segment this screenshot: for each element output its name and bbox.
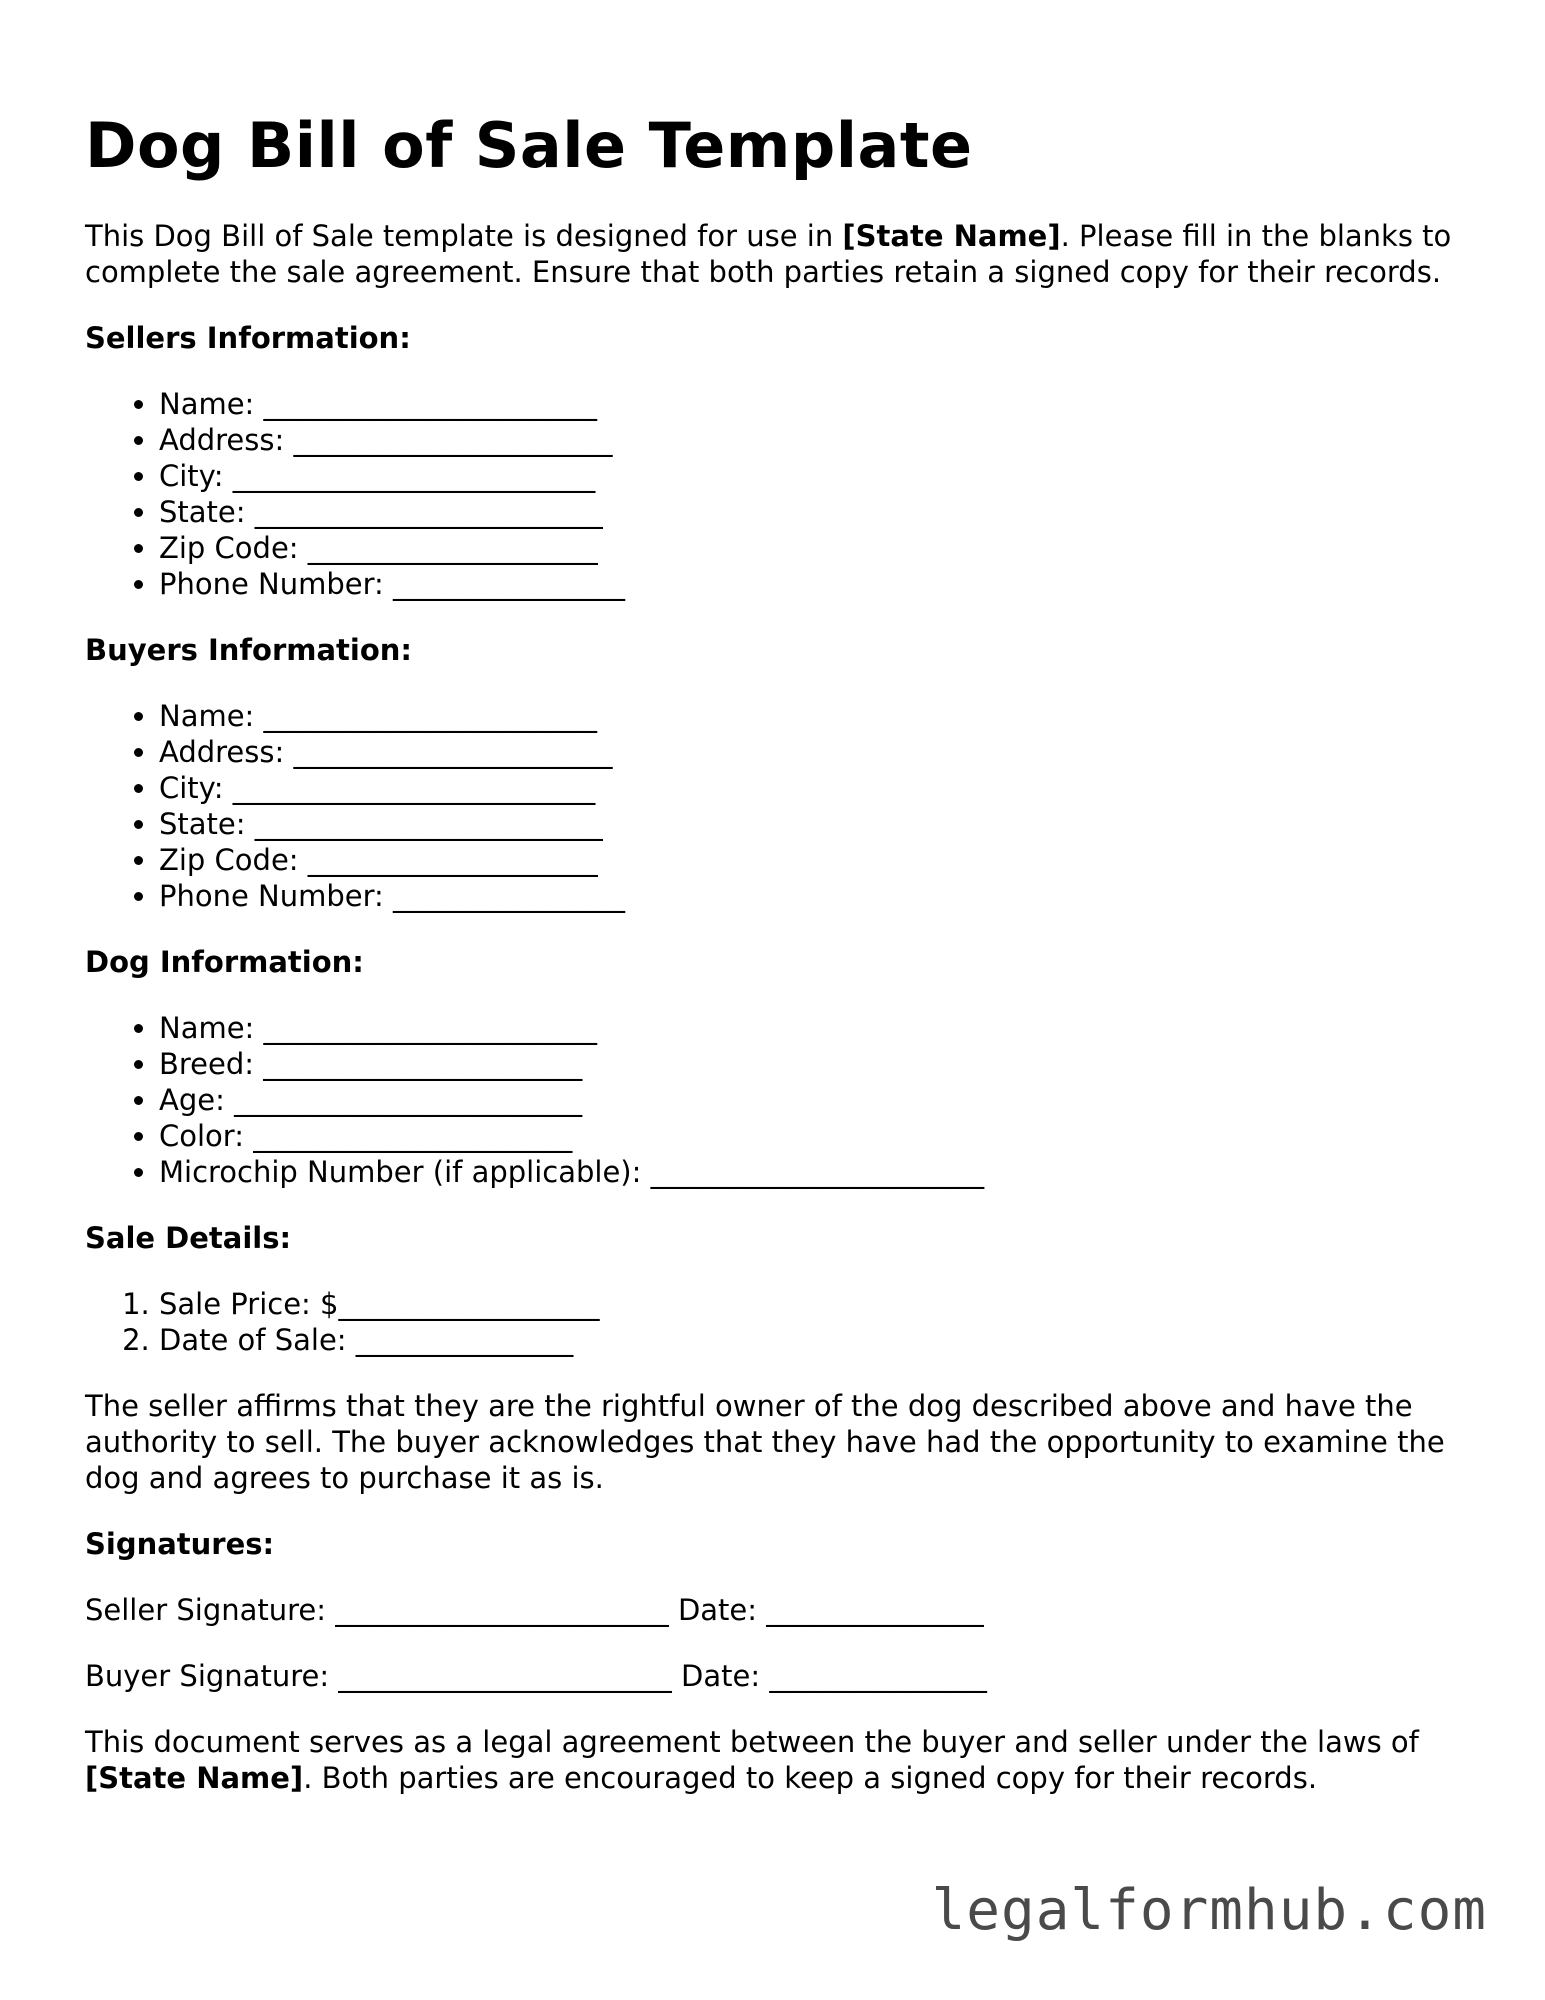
sellers-phone-field[interactable]: • Phone Number: ________________: [159, 566, 1465, 602]
dog-microchip-field[interactable]: • Microchip Number (if applicable): _______________________: [159, 1154, 1465, 1190]
sellers-list: [85, 386, 1465, 602]
intro-text-after: . Please fill in the blanks to complete the sale agreement. Ensure that both parties retain a signed copy for their records.: [85, 219, 1452, 289]
dog-color-field[interactable]: • Color: ______________________: [159, 1118, 1465, 1154]
dog-breed-field[interactable]: • Breed: ______________________: [159, 1046, 1465, 1082]
buyers-address-field[interactable]: • Address: ______________________: [159, 734, 1465, 770]
closing-text-after: . Both parties are encouraged to keep a signed copy for their records.: [303, 1761, 1318, 1795]
dog-name-field[interactable]: • Name: _______________________: [159, 1010, 1465, 1046]
buyers-name-field[interactable]: • Name: _______________________: [159, 698, 1465, 734]
sellers-city-field[interactable]: • City: _________________________: [159, 458, 1465, 494]
intro-paragraph: [85, 218, 1465, 290]
buyers-zip-field[interactable]: • Zip Code: ____________________: [159, 842, 1465, 878]
sale-date-field[interactable]: 2. Date of Sale: _______________: [159, 1322, 1465, 1358]
sale-heading: Sale Details:: [85, 1221, 292, 1255]
sellers-heading: Sellers Information:: [85, 321, 411, 355]
buyers-list: [85, 698, 1465, 914]
sellers-state-field[interactable]: • State: ________________________: [159, 494, 1465, 530]
buyers-city-field[interactable]: • City: _________________________: [159, 770, 1465, 806]
sellers-zip-field[interactable]: • Zip Code: ____________________: [159, 530, 1465, 566]
buyers-heading: Buyers Information:: [85, 633, 413, 667]
dog-age-field[interactable]: • Age: ________________________: [159, 1082, 1465, 1118]
closing-paragraph: [85, 1724, 1465, 1796]
sellers-address-field[interactable]: • Address: ______________________: [159, 422, 1465, 458]
closing-text-before: This document serves as a legal agreement between the buyer and seller under the laws of: [85, 1725, 1419, 1759]
document-title: Dog Bill of Sale Template: [85, 109, 973, 182]
sellers-name-field[interactable]: • Name: _______________________: [159, 386, 1465, 422]
ownership-statement: The seller affirms that they are the rightful owner of the dog described above and have the authority to sell. The buyer acknowledges that they have had the opportunity to examine the dog and agrees to purchase it as is.: [85, 1389, 1445, 1495]
site-watermark: legalformhub.com: [931, 1878, 1487, 1943]
seller-signature-line[interactable]: Seller Signature: _______________________ Date: _______________: [85, 1593, 984, 1627]
buyer-signature-line[interactable]: Buyer Signature: _______________________ Date: _______________: [85, 1659, 987, 1693]
buyers-state-field[interactable]: • State: ________________________: [159, 806, 1465, 842]
signatures-heading: Signatures:: [85, 1527, 275, 1561]
sale-list: [85, 1286, 1465, 1358]
buyers-phone-field[interactable]: • Phone Number: ________________: [159, 878, 1465, 914]
dog-list: [85, 1010, 1465, 1190]
sale-price-field[interactable]: 1. Sale Price: $__________________: [159, 1286, 1465, 1322]
intro-text-before: This Dog Bill of Sale template is designed for use in: [85, 219, 843, 253]
intro-state-placeholder: [State Name]: [842, 219, 1061, 253]
closing-state-placeholder: [State Name]: [85, 1761, 304, 1795]
document-page: [85, 108, 1465, 1796]
dog-heading: Dog Information:: [85, 945, 364, 979]
